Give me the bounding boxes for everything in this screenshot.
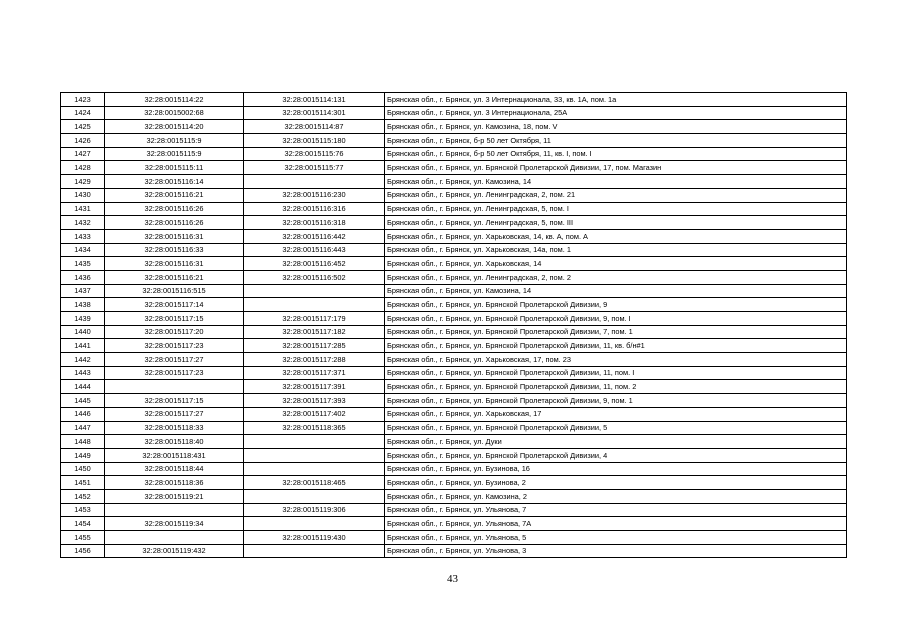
land-cadastral-number-cell: 32:28:0015114:22 [105,93,244,107]
land-cadastral-number-cell [105,503,244,517]
row-number-cell: 1433 [61,229,105,243]
object-cadastral-number-cell: 32:28:0015117:402 [244,407,385,421]
address-cell: Брянская обл., г. Брянск, ул. Ленинградская, 2, пом. 2 [385,270,847,284]
land-cadastral-number-cell: 32:28:0015116:21 [105,270,244,284]
land-cadastral-number-cell: 32:28:0015118:36 [105,476,244,490]
address-cell: Брянская обл., г. Брянск, б-р 50 лет Октября, 11, кв. I, пом. I [385,147,847,161]
row-number-cell: 1444 [61,380,105,394]
table-row [61,531,847,545]
address-cell: Брянская обл., г. Брянск, ул. Камозина, 14 [385,284,847,298]
row-number-cell: 1438 [61,298,105,312]
address-cell: Брянская обл., г. Брянск, ул. Брянской Пролетарской Дивизии, 7, пом. 1 [385,325,847,339]
row-number-cell: 1425 [61,120,105,134]
land-cadastral-number-cell: 32:28:0015116:26 [105,202,244,216]
object-cadastral-number-cell: 32:28:0015117:288 [244,353,385,367]
object-cadastral-number-cell: 32:28:0015115:180 [244,134,385,148]
table-row [61,93,847,107]
address-cell: Брянская обл., г. Брянск, ул. Камозина, 18, пом. V [385,120,847,134]
table-row [61,421,847,435]
land-cadastral-number-cell: 32:28:0015002:68 [105,106,244,120]
land-cadastral-number-cell [105,531,244,545]
object-cadastral-number-cell [244,284,385,298]
object-cadastral-number-cell: 32:28:0015116:318 [244,216,385,230]
table-row [61,462,847,476]
land-cadastral-number-cell: 32:28:0015115:9 [105,147,244,161]
address-cell: Брянская обл., г. Брянск, б-р 50 лет Октября, 11 [385,134,847,148]
address-cell: Брянская обл., г. Брянск, ул. Харьковская, 17 [385,407,847,421]
address-cell: Брянская обл., г. Брянск, ул. Ульянова, 3 [385,544,847,558]
table-row [61,380,847,394]
address-cell: Брянская обл., г. Брянск, ул. Бузинова, 2 [385,476,847,490]
row-number-cell: 1432 [61,216,105,230]
land-cadastral-number-cell: 32:28:0015118:40 [105,435,244,449]
row-number-cell: 1434 [61,243,105,257]
object-cadastral-number-cell: 32:28:0015114:301 [244,106,385,120]
object-cadastral-number-cell: 32:28:0015117:182 [244,325,385,339]
object-cadastral-number-cell: 32:28:0015119:306 [244,503,385,517]
row-number-cell: 1424 [61,106,105,120]
row-number-cell: 1455 [61,531,105,545]
row-number-cell: 1442 [61,353,105,367]
address-cell: Брянская обл., г. Брянск, ул. Брянской Пролетарской Дивизии, 17, пом. Магазин [385,161,847,175]
row-number-cell: 1441 [61,339,105,353]
land-cadastral-number-cell: 32:28:0015116:14 [105,175,244,189]
row-number-cell: 1443 [61,366,105,380]
land-cadastral-number-cell: 32:28:0015118:431 [105,448,244,462]
row-number-cell: 1448 [61,435,105,449]
land-cadastral-number-cell: 32:28:0015117:23 [105,339,244,353]
table-row [61,175,847,189]
address-cell: Брянская обл., г. Брянск, ул. Брянской Пролетарской Дивизии, 4 [385,448,847,462]
object-cadastral-number-cell: 32:28:0015117:179 [244,312,385,326]
address-cell: Брянская обл., г. Брянск, ул. 3 Интернационала, 33, кв. 1А, пом. 1а [385,93,847,107]
row-number-cell: 1456 [61,544,105,558]
land-cadastral-number-cell: 32:28:0015119:21 [105,489,244,503]
address-cell: Брянская обл., г. Брянск, ул. Харьковская, 17, пом. 23 [385,353,847,367]
table-row [61,284,847,298]
table-row [61,435,847,449]
land-cadastral-number-cell: 32:28:0015117:15 [105,312,244,326]
object-cadastral-number-cell: 32:28:0015116:230 [244,188,385,202]
address-cell: Брянская обл., г. Брянск, ул. Ленинградская, 5, пом. I [385,202,847,216]
address-cell: Брянская обл., г. Брянск, ул. Камозина, 14 [385,175,847,189]
object-cadastral-number-cell: 32:28:0015114:131 [244,93,385,107]
table-row [61,229,847,243]
object-cadastral-number-cell [244,462,385,476]
address-cell: Брянская обл., г. Брянск, ул. Харьковская, 14, кв. А, пом. А [385,229,847,243]
land-cadastral-number-cell: 32:28:0015117:23 [105,366,244,380]
row-number-cell: 1423 [61,93,105,107]
object-cadastral-number-cell: 32:28:0015116:502 [244,270,385,284]
row-number-cell: 1451 [61,476,105,490]
object-cadastral-number-cell: 32:28:0015118:365 [244,421,385,435]
land-cadastral-number-cell: 32:28:0015116:31 [105,229,244,243]
row-number-cell: 1440 [61,325,105,339]
object-cadastral-number-cell: 32:28:0015117:285 [244,339,385,353]
land-cadastral-number-cell: 32:28:0015114:20 [105,120,244,134]
table-row [61,216,847,230]
address-cell: Брянская обл., г. Брянск, ул. Ленинградская, 5, пом. III [385,216,847,230]
object-cadastral-number-cell: 32:28:0015119:430 [244,531,385,545]
object-cadastral-number-cell: 32:28:0015117:371 [244,366,385,380]
address-cell: Брянская обл., г. Брянск, ул. Брянской Пролетарской Дивизии, 5 [385,421,847,435]
row-number-cell: 1449 [61,448,105,462]
land-cadastral-number-cell: 32:28:0015117:27 [105,407,244,421]
table-row [61,489,847,503]
table-row [61,339,847,353]
row-number-cell: 1447 [61,421,105,435]
land-cadastral-number-cell: 32:28:0015117:27 [105,353,244,367]
row-number-cell: 1427 [61,147,105,161]
address-cell: Брянская обл., г. Брянск, ул. Ульянова, 7 [385,503,847,517]
row-number-cell: 1452 [61,489,105,503]
row-number-cell: 1428 [61,161,105,175]
object-cadastral-number-cell [244,298,385,312]
table-row [61,503,847,517]
land-cadastral-number-cell: 32:28:0015117:20 [105,325,244,339]
address-cell: Брянская обл., г. Брянск, ул. Камозина, 2 [385,489,847,503]
address-cell: Брянская обл., г. Брянск, ул. 3 Интернационала, 25А [385,106,847,120]
row-number-cell: 1439 [61,312,105,326]
table-row [61,161,847,175]
row-number-cell: 1435 [61,257,105,271]
table-row [61,544,847,558]
table-row [61,243,847,257]
table-row [61,120,847,134]
table-row [61,270,847,284]
land-cadastral-number-cell: 32:28:0015119:432 [105,544,244,558]
row-number-cell: 1426 [61,134,105,148]
table-row [61,407,847,421]
row-number-cell: 1445 [61,394,105,408]
land-cadastral-number-cell: 32:28:0015117:14 [105,298,244,312]
address-cell: Брянская обл., г. Брянск, ул. Брянской Пролетарской Дивизии, 9 [385,298,847,312]
address-cell: Брянская обл., г. Брянск, ул. Ульянова, 5 [385,531,847,545]
address-cell: Брянская обл., г. Брянск, ул. Харьковская, 14 [385,257,847,271]
cadastral-table-body [61,93,847,558]
address-cell: Брянская обл., г. Брянск, ул. Брянской Пролетарской Дивизии, 11, пом. 2 [385,380,847,394]
table-row [61,517,847,531]
table-row [61,298,847,312]
object-cadastral-number-cell [244,435,385,449]
object-cadastral-number-cell [244,544,385,558]
land-cadastral-number-cell: 32:28:0015116:31 [105,257,244,271]
row-number-cell: 1431 [61,202,105,216]
address-cell: Брянская обл., г. Брянск, ул. Брянской Пролетарской Дивизии, 9, пом. 1 [385,394,847,408]
object-cadastral-number-cell [244,517,385,531]
row-number-cell: 1453 [61,503,105,517]
address-cell: Брянская обл., г. Брянск, ул. Брянской Пролетарской Дивизии, 11, кв. б/н#1 [385,339,847,353]
row-number-cell: 1450 [61,462,105,476]
table-row [61,257,847,271]
table-row [61,134,847,148]
table-row [61,312,847,326]
table-row [61,353,847,367]
object-cadastral-number-cell [244,175,385,189]
cadastral-table [60,92,847,558]
table-row [61,147,847,161]
land-cadastral-number-cell: 32:28:0015115:11 [105,161,244,175]
row-number-cell: 1454 [61,517,105,531]
row-number-cell: 1436 [61,270,105,284]
address-cell: Брянская обл., г. Брянск, ул. Бузинова, 16 [385,462,847,476]
object-cadastral-number-cell: 32:28:0015116:442 [244,229,385,243]
table-row [61,188,847,202]
address-cell: Брянская обл., г. Брянск, ул. Ленинградская, 2, пом. 21 [385,188,847,202]
land-cadastral-number-cell: 32:28:0015115:9 [105,134,244,148]
object-cadastral-number-cell [244,489,385,503]
page-number: 43 [447,573,458,585]
object-cadastral-number-cell: 32:28:0015116:452 [244,257,385,271]
object-cadastral-number-cell: 32:28:0015114:87 [244,120,385,134]
land-cadastral-number-cell: 32:28:0015116:33 [105,243,244,257]
address-cell: Брянская обл., г. Брянск, ул. Ульянова, 7А [385,517,847,531]
address-cell: Брянская обл., г. Брянск, ул. Брянской Пролетарской Дивизии, 9, пом. I [385,312,847,326]
object-cadastral-number-cell: 32:28:0015116:443 [244,243,385,257]
address-cell: Брянская обл., г. Брянск, ул. Брянской Пролетарской Дивизии, 11, пом. I [385,366,847,380]
object-cadastral-number-cell: 32:28:0015115:77 [244,161,385,175]
object-cadastral-number-cell: 32:28:0015117:391 [244,380,385,394]
land-cadastral-number-cell: 32:28:0015119:34 [105,517,244,531]
land-cadastral-number-cell [105,380,244,394]
object-cadastral-number-cell: 32:28:0015116:316 [244,202,385,216]
table-row [61,366,847,380]
land-cadastral-number-cell: 32:28:0015116:26 [105,216,244,230]
table-row [61,106,847,120]
address-cell: Брянская обл., г. Брянск, ул. Дуки [385,435,847,449]
row-number-cell: 1437 [61,284,105,298]
table-row [61,476,847,490]
land-cadastral-number-cell: 32:28:0015118:44 [105,462,244,476]
land-cadastral-number-cell: 32:28:0015116:21 [105,188,244,202]
object-cadastral-number-cell: 32:28:0015115:76 [244,147,385,161]
table-row [61,202,847,216]
land-cadastral-number-cell: 32:28:0015117:15 [105,394,244,408]
table-row [61,448,847,462]
address-cell: Брянская обл., г. Брянск, ул. Харьковская, 14а, пом. 1 [385,243,847,257]
table-row [61,394,847,408]
object-cadastral-number-cell: 32:28:0015118:465 [244,476,385,490]
object-cadastral-number-cell [244,448,385,462]
row-number-cell: 1429 [61,175,105,189]
land-cadastral-number-cell: 32:28:0015118:33 [105,421,244,435]
object-cadastral-number-cell: 32:28:0015117:393 [244,394,385,408]
table-row [61,325,847,339]
row-number-cell: 1446 [61,407,105,421]
row-number-cell: 1430 [61,188,105,202]
land-cadastral-number-cell: 32:28:0015116:515 [105,284,244,298]
